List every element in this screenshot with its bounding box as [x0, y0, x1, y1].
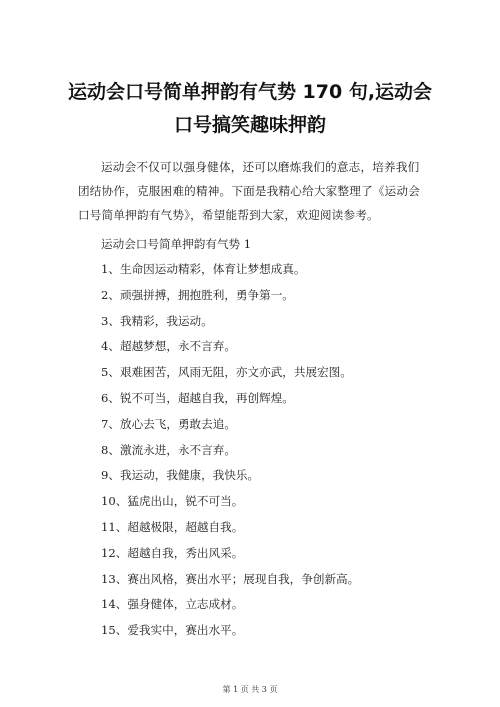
list-item: 7、放心去飞，勇敢去追。 [101, 416, 236, 431]
slogan-list [101, 259, 359, 646]
list-item: 10、猛虎出山，锐不可当。 [101, 494, 244, 509]
list-item: 1、生命因运动精彩，体育让梦想成真。 [101, 262, 306, 276]
list-item: 4、超越梦想，永不言弃。 [101, 339, 236, 354]
page-footer: 第 1 页 共 3 页 [222, 685, 278, 694]
list-item: 6、锐不可当，超越自我，再创辉煌。 [101, 390, 294, 405]
list-item: 15、爱我实中，赛出水平。 [101, 623, 244, 638]
list-item: 8、激流永进，永不言弃。 [101, 442, 236, 457]
list-item: 3、我精彩，我运动。 [101, 313, 213, 328]
list-item: 2、顽强拼搏，拥抱胜利，勇争第一。 [101, 287, 294, 302]
list-item: 9、我运动，我健康，我快乐。 [101, 468, 260, 483]
list-item: 13、赛出风格，赛出水平；展现自我，争创新高。 [101, 571, 360, 586]
list-item: 5、艰难困苦，风雨无阻，亦文亦武，共展宏图。 [101, 365, 352, 380]
section-subtitle: 运动会口号简单押韵有气势 1 [101, 237, 252, 251]
list-item: 14、强身健体，立志成材。 [101, 597, 244, 612]
document-title: 运动会口号简单押韵有气势 170 句,运动会口号搞笑趣味押韵 [67, 81, 433, 136]
list-item: 12、超越自我，秀出风采。 [101, 545, 244, 560]
intro-paragraph: 运动会不仅可以强身健体，还可以磨炼我们的意志，培养我们团结协作，克服困难的精神。下面是我精心给大家整理了《运动会口号简单押韵有气势》，希望能帮到大家，欢迎阅读参考。 [78, 160, 421, 222]
list-item: 11、超越极限，超越自我。 [101, 519, 244, 534]
